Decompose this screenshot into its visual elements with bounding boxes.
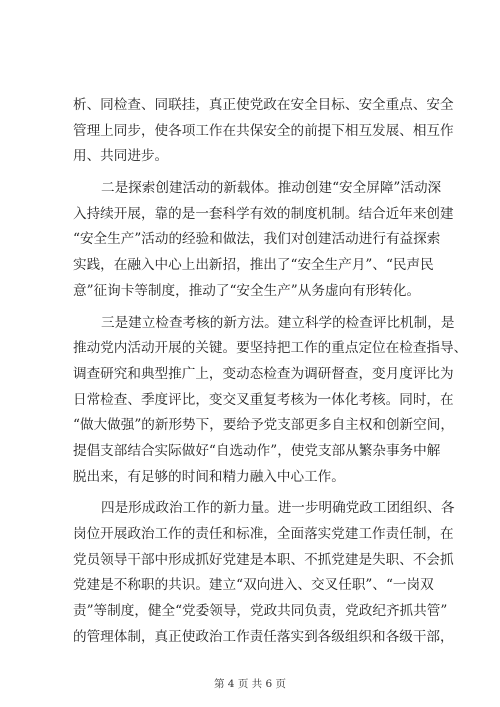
text-line: 用、共同进步。 [73, 148, 169, 165]
text-line: 党员领导干部中形成抓好党建是本职、不抓党建是失职、不会抓 [73, 551, 454, 568]
paragraph-continued [73, 93, 454, 170]
text-line: 日常检查、季度评比，变交叉重复考核为一体化考核。同时，在 [73, 391, 454, 408]
text-line: 四是形成政治工作的新力量。进一步明确党政工团组织、各 [101, 500, 455, 517]
text-line: 管理上同步，使各项工作在共保安全的前提下相互发展、相互作 [73, 122, 454, 139]
page-footer: 第 4 页 共 6 页 [213, 678, 287, 690]
paragraph-political-work [73, 496, 455, 650]
text-line: 调查研究和典型推广上，变动态检查为调研督查，变月度评比为 [73, 365, 454, 382]
text-line: 提倡支部结合实际做好“自选动作”，使党支部从繁杂事务中解 [73, 442, 441, 459]
text-line: 脱出来，有足够的时间和精力融入中心工作。 [73, 468, 345, 485]
text-line: 三是建立检查考核的新方法。建立科学的检查评比机制，是 [101, 314, 455, 331]
text-line: “做大做强”的新形势下，要给予党支部更多自主权和创新空间， [73, 417, 454, 434]
text-line: 入持续开展，靠的是一套科学有效的制度机制。结合近年来创建 [73, 205, 454, 222]
text-line: 析、同检查、同联挂，真正使党政在安全目标、安全重点、安全 [73, 97, 454, 113]
text-line: 二是探索创建活动的新载体。推动创建“安全屏障”活动深 [101, 180, 442, 197]
text-line: “安全生产”活动的经验和做法，我们对创建活动进行有益探索 [73, 231, 441, 248]
text-line: 的管理体制，真正使政治工作责任落实到各级组织和各级干部， [73, 628, 454, 645]
text-line: 意”征询卡等制度，推动了“安全生产”从务虚向有形转化。 [73, 282, 421, 299]
text-line: 岗位开展政治工作的责任和标准，全面落实党建工作责任制，在 [73, 526, 454, 542]
text-line: 实践，在融入中心上出新招，推出了“安全生产月”、“民声民 [73, 257, 434, 274]
document-body [73, 93, 468, 650]
text-line: 党建是不称职的共识。建立“双向进入、交叉任职”、“一岗双 [73, 577, 434, 594]
text-line: 责”等制度，健全“党委领导，党政共同负责，党政纪齐抓共管” [73, 603, 448, 620]
paragraph-creation-activity [73, 176, 454, 304]
text-line: 推动党内活动开展的关键。要坚持把工作的重点定位在检查指导、 [73, 340, 468, 357]
paragraph-inspection-method [73, 311, 468, 491]
